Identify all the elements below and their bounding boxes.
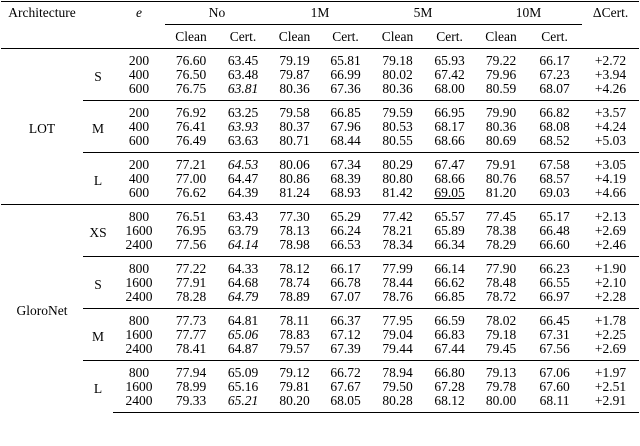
cert-value: 65.09 [217,361,269,381]
size-label: S [94,69,102,84]
clean-value: 80.53 [382,120,413,134]
e-value: 2400 [125,238,153,252]
clean-value: 78.44 [382,276,413,290]
cert-value: 63.43 [217,205,269,225]
clean-value: 78.72 [485,290,517,304]
clean-value: 79.19 [279,53,310,68]
cert-value: 68.66 [434,172,465,186]
clean-value: 80.37 [279,120,310,134]
clean-value: 80.28 [371,394,424,413]
delta-cert-value: +2.46 [594,238,627,252]
table-row [1,153,639,173]
clean-value: 78.89 [279,290,310,304]
clean-value: 80.02 [382,68,413,82]
clean-value: 77.21 [165,153,217,173]
cert-value: 67.44 [434,342,465,356]
clean-value: 79.96 [485,68,517,82]
delta-cert-value: +4.66 [594,186,627,200]
e-value: 600 [128,134,150,148]
architecture-label: GloroNet [1,205,83,413]
e-value: 400 [128,68,150,82]
delta-cert-value: +2.25 [594,328,627,342]
clean-value: 79.45 [485,342,517,356]
clean-value: 76.41 [175,120,207,134]
clean-value: 78.98 [279,238,310,252]
cert-value: 66.45 [527,309,582,329]
clean-value: 78.48 [485,276,517,290]
header-blank [113,25,165,49]
cert-value: 66.83 [434,328,465,342]
cert-value: 66.17 [320,257,371,277]
clean-header: Clean [475,25,527,49]
clean-value: 77.56 [175,238,207,252]
cert-value: 66.95 [424,101,475,121]
cert-value: 63.79 [227,224,259,238]
delta-cert-value: +1.90 [582,257,639,277]
cert-value: 67.47 [424,153,475,173]
delta-cert-value: +3.05 [582,153,639,173]
clean-value: 79.04 [382,328,413,342]
header-row-groups [1,2,639,25]
e-value: 1600 [125,276,153,290]
clean-value: 77.91 [175,276,207,290]
cert-value: 67.06 [527,361,582,381]
cert-value: 66.17 [539,53,570,68]
clean-value: 76.50 [175,68,207,82]
architecture-label: LOT [28,121,56,136]
e-value: 400 [128,120,150,134]
clean-value: 78.13 [279,224,310,238]
cert-value: 63.48 [227,68,259,82]
group-header-no: No [165,2,269,25]
clean-value: 77.90 [475,257,527,277]
cert-value: 67.60 [539,380,570,394]
size-header [83,2,113,25]
cert-value: 66.62 [434,276,465,290]
cert-value: 66.78 [330,276,361,290]
clean-value: 80.36 [382,82,413,96]
clean-value: 79.18 [485,328,517,342]
e-value: 600 [128,186,150,200]
clean-value: 77.99 [371,257,424,277]
clean-value: 79.59 [371,101,424,121]
e-value: 800 [113,309,165,329]
clean-value: 78.83 [279,328,310,342]
size-label: L [83,361,113,413]
cert-value: 67.96 [330,120,361,134]
clean-value: 79.13 [475,361,527,381]
cert-value: 65.89 [434,224,465,238]
cert-value: 67.56 [539,342,570,356]
e-value: 800 [113,205,165,225]
clean-value: 78.11 [269,309,320,329]
size-label: XS [83,205,113,257]
delta-cert-value: +1.78 [582,309,639,329]
delta-cert-value: +2.69 [594,342,627,356]
e-value: 1600 [125,224,153,238]
clean-value: 81.42 [382,186,413,200]
clean-value: 76.49 [175,134,207,148]
e-value: 2400 [125,342,153,356]
e-value: 2400 [125,290,153,304]
delta-cert-value: +2.51 [594,380,627,394]
e-header: e [113,2,165,25]
cert-value: 64.68 [227,276,259,290]
cert-value: 68.39 [330,172,361,186]
size-label: S [83,257,113,309]
cert-value: 68.93 [330,186,361,200]
clean-value: 78.74 [279,276,310,290]
cert-value: 66.37 [320,309,371,329]
clean-value: 77.77 [175,328,207,342]
clean-value: 76.75 [175,82,207,96]
clean-value: 78.99 [175,380,207,394]
clean-value: 76.62 [175,186,207,200]
group-header-5m: 5M [371,2,475,25]
cert-value: 65.29 [320,205,371,225]
delta-cert-value: +3.57 [582,101,639,121]
clean-value: 77.42 [371,205,424,225]
cert-value: 65.16 [227,380,259,394]
table-row [1,309,639,329]
clean-value: 80.76 [485,172,517,186]
cert-value: 68.00 [434,82,465,96]
cert-value: 64.47 [227,172,259,186]
cert-value: 68.17 [434,120,465,134]
header-blank [582,25,639,49]
cert-value: 67.58 [527,153,582,173]
clean-value: 78.12 [269,257,320,277]
cert-value: 66.82 [527,101,582,121]
cert-value: 66.55 [539,276,570,290]
clean-value: 76.51 [165,205,217,225]
clean-value: 79.33 [165,394,217,413]
clean-value: 79.12 [269,361,320,381]
cert-value: 67.42 [434,68,465,82]
clean-value: 78.38 [485,224,517,238]
cert-header: Cert. [320,25,371,49]
delta-cert-value: +2.10 [594,276,627,290]
cert-value: 67.34 [320,153,371,173]
clean-value: 80.86 [279,172,310,186]
clean-header: Clean [269,25,320,49]
clean-value: 78.29 [485,238,517,252]
clean-value: 79.57 [279,342,310,356]
cert-value: 68.05 [320,394,371,413]
clean-value: 78.76 [382,290,413,304]
clean-value: 77.00 [175,172,207,186]
cert-value: 63.25 [217,101,269,121]
cert-value: 63.45 [227,53,259,68]
cert-value: 67.67 [330,380,361,394]
cert-value: 68.44 [330,134,361,148]
table-row [1,49,639,69]
architecture-header: Architecture [1,2,83,25]
clean-value: 78.94 [371,361,424,381]
table-body [1,49,639,413]
clean-value: 79.44 [382,342,413,356]
cert-value: 64.39 [227,186,259,200]
clean-value: 77.45 [475,205,527,225]
clean-value: 80.29 [371,153,424,173]
clean-header: Clean [371,25,424,49]
clean-value: 78.02 [475,309,527,329]
header-blank [1,25,83,49]
cert-value: 67.31 [539,328,570,342]
cert-value: 68.11 [527,394,582,413]
size-label: L [83,153,113,205]
cert-value: 64.87 [227,342,259,356]
cert-value: 66.80 [424,361,475,381]
e-value: 400 [128,172,150,186]
cert-header: Cert. [527,25,582,49]
e-value: 800 [113,257,165,277]
cert-value: 68.08 [539,120,570,134]
cert-value: 67.28 [434,380,465,394]
e-value: 600 [128,82,150,96]
cert-value: 67.36 [330,82,361,96]
cert-value: 67.12 [330,328,361,342]
clean-value: 78.34 [382,238,413,252]
cert-value: 68.12 [424,394,475,413]
clean-value: 79.22 [485,53,517,68]
delta-cert-value: +2.13 [582,205,639,225]
clean-value: 79.87 [279,68,310,82]
clean-value: 80.80 [382,172,413,186]
clean-value: 79.78 [485,380,517,394]
cert-value: 63.63 [227,134,259,148]
clean-value: 81.20 [485,186,517,200]
clean-value: 80.71 [279,134,310,148]
e-value: 800 [113,361,165,381]
clean-value: 79.50 [382,380,413,394]
clean-value: 79.90 [475,101,527,121]
cert-value: 66.24 [330,224,361,238]
cert-value: 64.14 [227,238,259,252]
clean-value: 80.00 [475,394,527,413]
cert-value: 66.34 [434,238,465,252]
table-row [1,257,639,277]
delta-cert-value: +4.24 [594,120,627,134]
delta-cert-header: ΔCert. [582,2,639,25]
clean-value: 77.30 [269,205,320,225]
cert-value: 64.81 [217,309,269,329]
clean-value: 76.60 [175,53,207,68]
cert-value: 69.03 [539,186,570,200]
delta-cert-value: +4.19 [594,172,627,186]
cert-value: 66.85 [434,290,465,304]
cert-value: 66.99 [330,68,361,82]
table-row [1,361,639,381]
e-value: 200 [113,101,165,121]
clean-value: 80.36 [485,120,517,134]
cert-value: 68.07 [539,82,570,96]
header-blank [83,25,113,49]
clean-value: 80.59 [485,82,517,96]
clean-value: 77.95 [371,309,424,329]
cert-value: 69.05 [434,186,465,200]
e-value: 1600 [125,380,153,394]
cert-value: 68.57 [539,172,570,186]
clean-value: 78.41 [175,342,207,356]
cert-value: 65.06 [227,328,259,342]
cert-value: 66.60 [539,238,570,252]
clean-value: 80.20 [269,394,320,413]
delta-cert-value: +5.03 [594,134,627,148]
clean-value: 80.06 [269,153,320,173]
clean-value: 79.58 [269,101,320,121]
clean-value: 80.55 [382,134,413,148]
cert-header: Cert. [424,25,475,49]
cert-value: 66.23 [527,257,582,277]
cert-value: 65.81 [330,53,361,68]
cert-value: 64.33 [217,257,269,277]
cert-value: 66.59 [424,309,475,329]
clean-value: 79.18 [382,53,413,68]
e-value: 2400 [113,394,165,413]
delta-cert-value: +1.97 [582,361,639,381]
cert-value: 65.21 [217,394,269,413]
cert-value: 65.57 [424,205,475,225]
cert-value: 65.17 [527,205,582,225]
clean-value: 79.91 [475,153,527,173]
clean-value: 77.22 [165,257,217,277]
cert-value: 63.81 [227,82,259,96]
clean-value: 76.95 [175,224,207,238]
clean-value: 76.92 [165,101,217,121]
cert-value: 66.48 [539,224,570,238]
clean-value: 77.94 [165,361,217,381]
results-table [1,1,639,413]
clean-value: 77.73 [165,309,217,329]
cert-value: 68.66 [434,134,465,148]
e-value: 200 [113,153,165,173]
clean-value: 81.24 [279,186,310,200]
cert-value: 66.85 [320,101,371,121]
cert-value: 68.52 [539,134,570,148]
delta-cert-value: +2.28 [594,290,627,304]
cert-value: 67.07 [330,290,361,304]
size-label: M [83,309,113,361]
delta-cert-value: +2.91 [582,394,639,413]
group-header-1m: 1M [269,2,371,25]
size-label: M [83,101,113,153]
cert-value: 67.39 [330,342,361,356]
cert-value: 64.79 [227,290,259,304]
clean-value: 78.28 [175,290,207,304]
table-row [1,205,639,225]
cert-value: 63.93 [227,120,259,134]
cert-value: 66.14 [424,257,475,277]
cert-value: 66.72 [320,361,371,381]
cert-header: Cert. [217,25,269,49]
clean-value: 79.81 [279,380,310,394]
clean-header: Clean [165,25,217,49]
delta-cert-value: +2.69 [594,224,627,238]
clean-value: 80.69 [485,134,517,148]
table-row [1,101,639,121]
delta-cert-value: +4.26 [594,82,627,96]
group-header-10m: 10M [475,2,582,25]
e-value: 200 [128,53,150,68]
clean-value: 80.36 [279,82,310,96]
clean-value: 78.21 [382,224,413,238]
cert-value: 67.23 [539,68,570,82]
delta-cert-value: +2.72 [594,53,627,68]
cert-value: 64.53 [217,153,269,173]
cert-value: 66.97 [539,290,570,304]
header-row-metrics [1,25,639,49]
cert-value: 65.93 [434,53,465,68]
delta-cert-value: +3.94 [594,68,627,82]
cert-value: 66.53 [330,238,361,252]
e-value: 1600 [125,328,153,342]
